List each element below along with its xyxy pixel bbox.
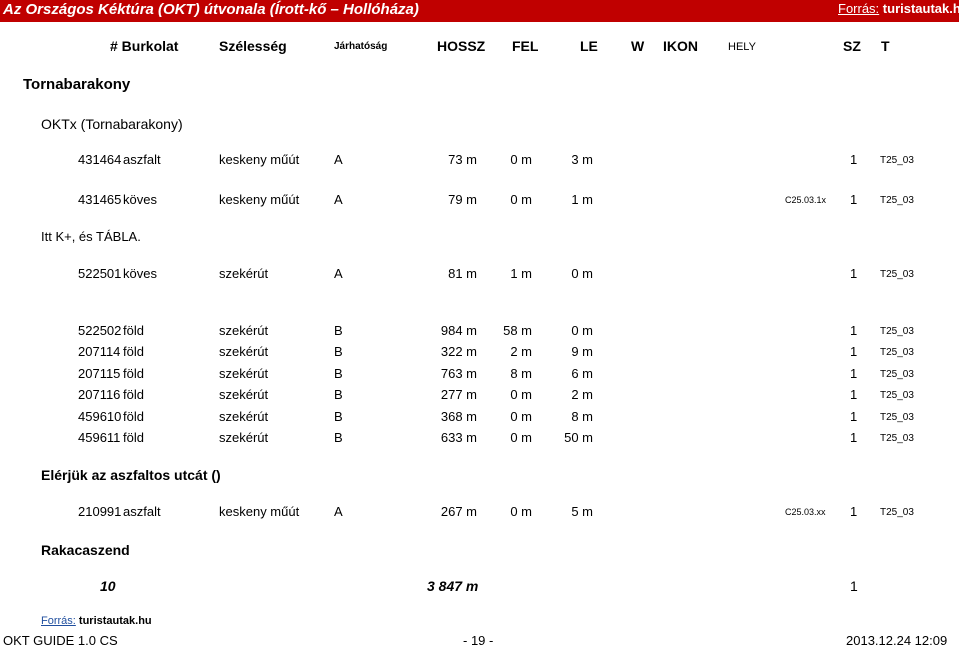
cell-t-code: T25_03: [880, 433, 914, 444]
cell-ascent: 0 m: [510, 387, 532, 402]
cell-descent: 50 m: [564, 430, 593, 445]
table-row: [0, 344, 959, 362]
table-row: [0, 409, 959, 427]
cell-length: 763 m: [440, 366, 477, 381]
cell-ascent: 58 m: [503, 323, 532, 338]
cell-surface: föld: [123, 409, 144, 424]
cell-passability: B: [334, 409, 343, 424]
section-heading-start: Tornabarakony: [23, 76, 131, 93]
cell-surface: föld: [123, 387, 144, 402]
table-row: [0, 266, 959, 284]
cell-descent: 6 m: [571, 366, 593, 381]
table-row: [0, 504, 959, 522]
cell-descent: 0 m: [571, 323, 593, 338]
cell-width: szekérút: [219, 430, 269, 445]
subsection-heading: OKTx (Tornabarakony): [41, 116, 183, 132]
cell-length: 81 m: [448, 266, 477, 281]
cell-sz-value: 1: [850, 152, 858, 167]
cell-length: 73 m: [448, 152, 477, 167]
cell-descent: 9 m: [571, 344, 593, 359]
cell-ascent: 2 m: [510, 344, 532, 359]
cell-width: keskeny műút: [219, 504, 300, 519]
cell-ascent: 0 m: [510, 504, 532, 519]
section-heading-end: Rakacaszend: [41, 542, 130, 558]
table-row: [0, 430, 959, 448]
col-header-width: Szélesség: [219, 38, 287, 54]
cell-segment-id: 459611: [78, 430, 121, 445]
col-header-num-surface: # Burkolat: [110, 38, 179, 54]
page-title: Az Országos Kéktúra (OKT) útvonala (Írott-kő – Hollóháza): [3, 1, 419, 18]
cell-descent: 3 m: [571, 152, 593, 167]
route-note: Itt K+, és TÁBLA.: [41, 229, 141, 244]
cell-ascent: 0 m: [510, 192, 532, 207]
cell-passability: B: [334, 366, 343, 381]
cell-sz-value: 1: [850, 344, 858, 359]
cell-ascent: 0 m: [510, 152, 532, 167]
cell-width: szekérút: [219, 366, 269, 381]
cell-length: 368 m: [440, 409, 477, 424]
cell-passability: B: [334, 430, 343, 445]
cell-width: szekérút: [219, 387, 269, 402]
cell-ascent: 0 m: [510, 430, 532, 445]
cell-t-code: T25_03: [880, 347, 914, 358]
cell-sz-value: 1: [850, 430, 858, 445]
col-header-sz: SZ: [843, 38, 861, 54]
cell-surface: köves: [123, 266, 157, 281]
col-header-passable: Járhatóság: [334, 41, 388, 52]
footer-date: 2013.12.24 12:09: [846, 633, 948, 648]
source-value-footer: turistautak.hu: [78, 615, 152, 627]
cell-width: keskeny műút: [219, 192, 300, 207]
cell-place-code: C25.03.1x: [785, 195, 827, 205]
cell-sz-value: 1: [850, 192, 858, 207]
cell-surface: aszfalt: [123, 152, 161, 167]
col-header-w: W: [631, 38, 645, 54]
cell-passability: B: [334, 323, 343, 338]
cell-ascent: 1 m: [510, 266, 532, 281]
cell-sz-value: 1: [850, 409, 858, 424]
footer-page-number: - 19 -: [463, 633, 494, 648]
cell-segment-id: 207114: [78, 344, 121, 359]
cell-width: szekérút: [219, 409, 269, 424]
cell-t-code: T25_03: [880, 195, 914, 206]
cell-descent: 8 m: [571, 409, 593, 424]
cell-segment-id: 522502: [78, 323, 122, 338]
table-row: [0, 152, 959, 170]
source-credit-top: [838, 1, 969, 16]
cell-width: szekérút: [219, 266, 269, 281]
cell-sz-value: 1: [850, 366, 858, 381]
cell-sz-value: 1: [850, 504, 858, 519]
cell-sz-value: 1: [850, 387, 858, 402]
col-header-icon: IKON: [663, 38, 698, 54]
cell-descent: 5 m: [571, 504, 593, 519]
cell-sz-value: 1: [850, 323, 858, 338]
cell-place-code: C25.03.xx: [785, 507, 826, 517]
col-header-length: HOSSZ: [437, 38, 486, 54]
source-credit-footer: [41, 615, 152, 627]
col-header-up: FEL: [512, 38, 539, 54]
cell-surface: köves: [123, 192, 157, 207]
footer-guide: OKT GUIDE 1.0 CS: [3, 633, 118, 648]
total-sz: 1: [850, 578, 858, 594]
cell-segment-id: 210991: [78, 504, 122, 519]
cell-length: 984 m: [440, 323, 477, 338]
route-note-asphalt: Elérjük az aszfaltos utcát (): [41, 467, 221, 483]
source-link-top[interactable]: Forrás:: [838, 1, 880, 16]
cell-length: 322 m: [440, 344, 477, 359]
cell-t-code: T25_03: [880, 390, 914, 401]
cell-length: 79 m: [448, 192, 477, 207]
total-segment-count: 10: [100, 578, 116, 594]
cell-passability: B: [334, 387, 343, 402]
cell-t-code: T25_03: [880, 412, 914, 423]
cell-length: 633 m: [440, 430, 477, 445]
cell-passability: B: [334, 344, 343, 359]
cell-surface: aszfalt: [123, 504, 161, 519]
cell-t-code: T25_03: [880, 326, 914, 337]
cell-surface: föld: [123, 430, 144, 445]
cell-descent: 2 m: [571, 387, 593, 402]
cell-length: 277 m: [440, 387, 477, 402]
cell-passability: A: [334, 504, 343, 519]
cell-segment-id: 431464: [78, 152, 122, 167]
cell-ascent: 0 m: [510, 409, 532, 424]
cell-segment-id: 207116: [78, 387, 121, 402]
cell-segment-id: 431465: [78, 192, 122, 207]
cell-passability: A: [334, 192, 343, 207]
table-row: [0, 387, 959, 405]
cell-t-code: T25_03: [880, 155, 914, 166]
table-row: [0, 366, 959, 384]
cell-surface: föld: [123, 344, 144, 359]
total-length: 3 847 m: [427, 578, 479, 594]
cell-descent: 0 m: [571, 266, 593, 281]
cell-segment-id: 459610: [78, 409, 122, 424]
cell-ascent: 8 m: [510, 366, 532, 381]
cell-width: szekérút: [219, 344, 269, 359]
cell-sz-value: 1: [850, 266, 858, 281]
cell-length: 267 m: [440, 504, 477, 519]
table-row: [0, 192, 959, 210]
col-header-place: HELY: [728, 41, 756, 53]
cell-descent: 1 m: [571, 192, 593, 207]
cell-segment-id: 522501: [78, 266, 122, 281]
col-header-t: T: [881, 38, 890, 54]
cell-width: keskeny műút: [219, 152, 300, 167]
cell-passability: A: [334, 266, 343, 281]
table-row: [0, 323, 959, 341]
cell-t-code: T25_03: [880, 269, 914, 280]
cell-width: szekérút: [219, 323, 269, 338]
cell-passability: A: [334, 152, 343, 167]
cell-segment-id: 207115: [78, 366, 121, 381]
source-link-footer[interactable]: Forrás:: [41, 615, 76, 627]
cell-surface: föld: [123, 366, 144, 381]
cell-t-code: T25_03: [880, 369, 914, 380]
col-header-down: LE: [580, 38, 598, 54]
cell-surface: föld: [123, 323, 144, 338]
source-value-top: turistautak.hu: [882, 1, 969, 16]
cell-t-code: T25_03: [880, 507, 914, 518]
